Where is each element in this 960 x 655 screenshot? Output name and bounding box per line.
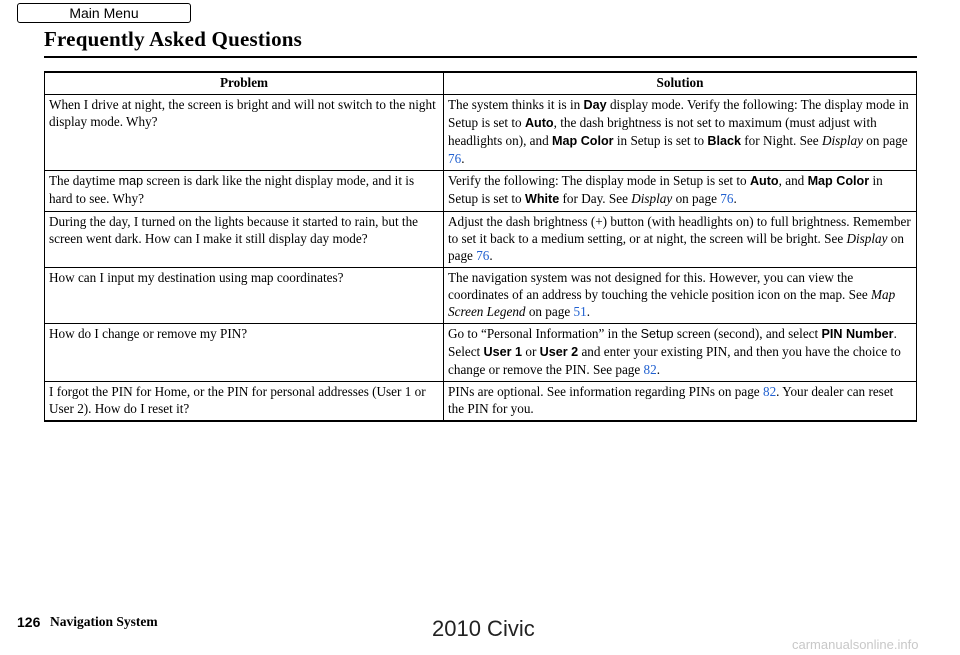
page-reference-link[interactable]: 82 [643,362,657,377]
table-row [45,324,917,382]
solution-text-segment: Map Color [807,174,870,188]
problem-cell: I forgot the PIN for Home, or the PIN for personal addresses (User 1 or User 2). How do I reset it? [45,382,444,422]
solution-cell [444,212,917,268]
solution-text-segment: in Setup is set to [448,173,883,206]
problem-text-segment: map [118,174,144,188]
solution-text-segment: Auto [749,174,779,188]
table-header-row [45,72,917,95]
problem-cell: When I drive at night, the screen is bright and will not switch to the night display mode. Why? [45,95,444,171]
solution-text-segment: User 2 [539,345,579,359]
solution-text-segment: Display [846,231,888,246]
watermark-model: 2010 Civic [432,616,535,641]
table-row [45,95,917,171]
solution-text-segment: PINs are optional. See information regarding PINs on page [448,384,763,399]
solution-text-segment: Map Color [552,134,614,148]
solution-text-segment: Day [583,98,607,112]
solution-text-segment: Black [707,134,741,148]
solution-cell [444,268,917,324]
solution-text-segment: . Select [448,326,897,359]
problem-cell: How can I input my destination using map coordinates? [45,268,444,324]
solution-cell [444,95,917,171]
solution-text-segment: Verify the following: The display mode in Setup is set to [448,173,750,188]
solution-text-segment: on page [672,191,721,206]
page-title: Frequently Asked Questions [44,27,303,51]
main-menu-button[interactable]: Main Menu [17,3,191,23]
table-row [45,382,917,422]
faq-table [44,71,917,422]
solution-text-segment: Map Screen Legend [448,287,896,319]
solution-text-segment: Display [631,191,673,206]
solution-text-segment: . [489,248,493,263]
problem-cell: How do I change or remove my PIN? [45,324,444,382]
problem-text-segment: The daytime [49,173,119,188]
watermark-site: carmanualsonline.info [792,637,919,652]
solution-text-segment: The navigation system was not designed for this. However, you can view the coordinates of an address by touching the vehicle position icon on the map. See [448,270,871,302]
solution-text-segment: or [522,344,540,359]
solution-text-segment: Display [821,133,863,148]
table-row [45,268,917,324]
solution-text-segment: and enter your existing PIN, and then you have the choice to change or remove the PIN. See page [448,344,901,377]
solution-cell [444,171,917,212]
problem-cell: During the day, I turned on the lights because it started to rain, but the screen went dark. How can I make it still display day mode? [45,212,444,268]
solution-text-segment: , and [778,173,808,188]
solution-text-segment: Adjust the dash brightness (+) button (with headlights on) to full brightness. Remember to set it back to a medium setting, or at night, the screen will be bright. See [448,214,911,246]
page-reference-link[interactable]: 76 [720,191,734,206]
page-reference-link[interactable]: 51 [573,304,587,319]
solution-text-segment: Setup [640,327,674,341]
solution-text-segment: on page [862,133,908,148]
solution-text-segment: for Day. See [559,191,632,206]
solution-text-segment: in Setup is set to [613,133,708,148]
solution-cell [444,382,917,422]
solution-text-segment: The system thinks it is in [448,97,584,112]
solution-text-segment: PIN Number [821,327,894,341]
page-reference-link[interactable]: 82 [762,384,777,399]
footer-section-label: Navigation System [50,614,158,629]
solution-text-segment: display mode. Verify the following: The display mode in Setup is set to [448,97,909,130]
solution-cell [444,324,917,382]
solution-text-segment: Auto [524,116,554,130]
solution-text-segment: for Night. See [740,133,822,148]
table-row [45,212,917,268]
solution-text-segment: User 1 [483,345,523,359]
solution-text-segment: . [461,151,465,166]
solution-text-segment: on page [525,304,574,319]
page-reference-link[interactable]: 76 [448,151,462,166]
solution-text-segment: . [656,362,661,377]
solution-text-segment: Go to “Personal Information” in the [448,326,641,341]
solution-text-segment: , the dash brightness is not set to maximum (must adjust with headlights on), and [448,115,877,148]
table-row [45,171,917,212]
solution-text-segment: screen (second), and select [673,326,822,341]
solution-text-segment: on page [448,231,904,263]
solution-text-segment: . Your dealer can reset the PIN for you. [448,384,894,416]
column-header-problem: Problem [45,72,444,95]
problem-text-segment: screen is dark like the night display mode, and it is hard to see. Why? [49,173,415,206]
solution-text-segment: . [586,304,590,319]
faq-table-body [45,95,917,422]
solution-text-segment: White [524,192,560,206]
page-reference-link[interactable]: 76 [476,248,490,263]
page-number: 126 [17,614,41,630]
column-header-solution: Solution [444,72,917,95]
title-divider [44,56,917,58]
solution-text-segment: . [733,191,737,206]
problem-cell [45,171,444,212]
